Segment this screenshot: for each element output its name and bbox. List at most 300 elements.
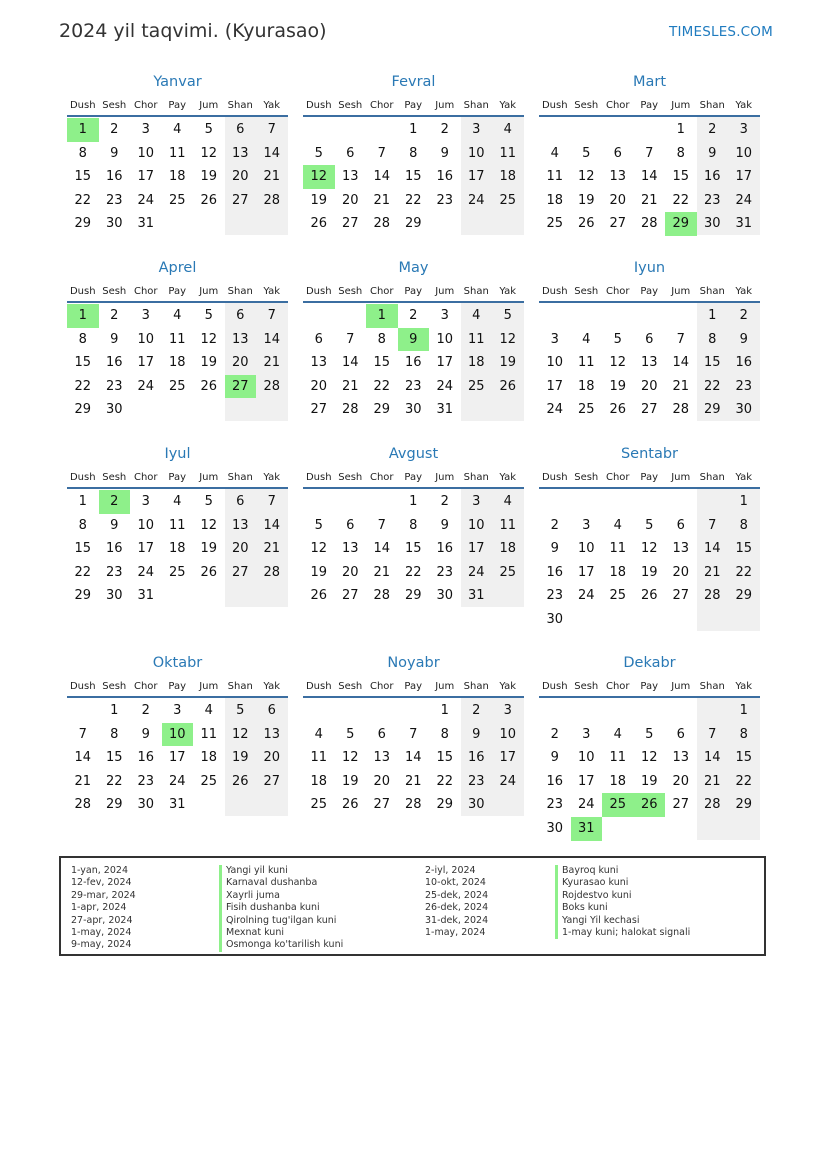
- month-name: Avgust: [388, 446, 439, 462]
- day-cell: 12: [577, 169, 595, 185]
- day-cell: 4: [503, 494, 512, 509]
- day-cell: 7: [676, 331, 685, 347]
- day-cell: 10: [467, 517, 485, 533]
- legend-date: 1-apr, 2024: [71, 902, 127, 914]
- day-cell: 24: [436, 378, 454, 394]
- day-cell: 20: [341, 192, 359, 208]
- day-cell: 2: [708, 122, 717, 137]
- day-cell: 16: [467, 750, 485, 766]
- day-cell: 19: [341, 773, 359, 789]
- day-cell: 25: [310, 797, 328, 813]
- day-cell: 13: [373, 750, 391, 766]
- day-cell: 24: [137, 192, 155, 208]
- day-cell: 27: [231, 564, 249, 580]
- day-cell: 21: [373, 564, 391, 580]
- month-name: Noyabr: [387, 655, 440, 671]
- day-cell: 18: [609, 773, 627, 789]
- weekday-label: Shan: [699, 472, 725, 483]
- day-cell: 25: [609, 588, 627, 604]
- month-name: May: [398, 260, 429, 276]
- day-cell: 19: [200, 169, 218, 185]
- day-cell: 5: [314, 145, 323, 161]
- day-cell: 20: [373, 773, 391, 789]
- day-cell: 2: [409, 308, 418, 323]
- weekday-label: Chor: [133, 100, 158, 111]
- day-cell: 30: [105, 402, 123, 418]
- day-cell: 20: [341, 564, 359, 580]
- day-cell: 9: [110, 145, 119, 161]
- day-cell: 15: [74, 541, 92, 557]
- weekday-label: Chor: [605, 286, 630, 297]
- month-name: Dekabr: [623, 655, 676, 671]
- day-cell: 18: [168, 355, 186, 371]
- day-cell: 3: [472, 494, 481, 509]
- day-cell: 21: [672, 378, 690, 394]
- day-cell: 18: [577, 378, 595, 394]
- day-cell: 25: [200, 773, 218, 789]
- day-cell: 28: [263, 564, 281, 580]
- day-cell: 14: [373, 541, 391, 557]
- day-cell: 12: [200, 331, 218, 347]
- weekday-label: Pay: [640, 100, 659, 111]
- weekday-label: Pay: [168, 100, 187, 111]
- day-cell: 23: [735, 378, 753, 394]
- day-cell: 14: [640, 169, 658, 185]
- day-cell: 7: [267, 122, 276, 137]
- month-name: Oktabr: [152, 655, 203, 671]
- day-cell: 8: [110, 726, 119, 742]
- weekday-label: Shan: [463, 472, 489, 483]
- day-cell: 23: [105, 192, 123, 208]
- day-cell: 13: [263, 726, 281, 742]
- weekday-label: Jum: [199, 681, 219, 692]
- weekday-label: Pay: [404, 100, 423, 111]
- day-cell: 25: [499, 192, 517, 208]
- day-cell: 30: [436, 588, 454, 604]
- day-cell: 18: [168, 541, 186, 557]
- day-cell: 19: [231, 750, 249, 766]
- weekday-label: Sesh: [102, 286, 127, 297]
- day-cell: 20: [672, 564, 690, 580]
- day-cell: 4: [503, 122, 512, 137]
- day-cell: 20: [231, 169, 249, 185]
- day-cell: 30: [404, 402, 422, 418]
- weekday-label: Jum: [199, 472, 219, 483]
- day-cell: 22: [436, 773, 454, 789]
- weekday-label: Yak: [499, 472, 517, 483]
- day-cell: 1: [739, 494, 748, 509]
- day-cell: 11: [577, 355, 595, 371]
- day-cell: 23: [137, 773, 155, 789]
- day-cell: 25: [168, 192, 186, 208]
- weekday-header: [303, 285, 524, 303]
- page-title: 2024 yil taqvimi. (Kyurasao): [59, 20, 327, 42]
- weekday-label: Yak: [735, 100, 753, 111]
- month-fevral: [303, 74, 524, 260]
- day-cell: 18: [168, 169, 186, 185]
- day-cell: 5: [204, 494, 213, 509]
- day-cell: 17: [735, 169, 753, 185]
- day-cell: 1: [676, 122, 685, 137]
- day-cell: 31: [137, 216, 155, 232]
- day-cell: 24: [735, 192, 753, 208]
- day-cell: 22: [74, 192, 92, 208]
- day-cell: 12: [609, 355, 627, 371]
- day-cell: 14: [263, 331, 281, 347]
- holiday-day-cell: 12: [303, 165, 335, 189]
- day-cell: 7: [346, 331, 355, 347]
- day-cell: 10: [546, 355, 564, 371]
- day-cell: 23: [546, 797, 564, 813]
- day-cell: 25: [168, 564, 186, 580]
- day-cell: 22: [74, 378, 92, 394]
- weekday-label: Dush: [69, 100, 96, 111]
- day-cell: 7: [409, 726, 418, 742]
- day-cell: 1: [110, 703, 119, 718]
- weekday-header: [67, 99, 288, 117]
- day-cell: 10: [577, 541, 595, 557]
- month-iyun: [539, 260, 760, 446]
- day-cell: 8: [409, 145, 418, 161]
- day-cell: 6: [346, 517, 355, 533]
- day-cell: 21: [263, 169, 281, 185]
- day-cell: 23: [436, 192, 454, 208]
- day-cell: 1: [409, 122, 418, 137]
- day-cell: 20: [263, 750, 281, 766]
- day-cell: 15: [703, 355, 721, 371]
- weekday-header: [303, 471, 524, 489]
- legend-date: 26-dek, 2024: [425, 902, 489, 914]
- legend-holiday-name: Bayroq kuni: [555, 865, 618, 877]
- weekday-header: [539, 680, 760, 698]
- month-name: Mart: [632, 74, 667, 90]
- day-cell: 13: [231, 145, 249, 161]
- day-cell: 24: [546, 402, 564, 418]
- day-cell: 24: [467, 192, 485, 208]
- weekday-label: Sesh: [102, 472, 127, 483]
- holiday-day-cell: 31: [571, 817, 603, 841]
- weekday-header: [539, 285, 760, 303]
- legend-date: 1-yan, 2024: [71, 865, 128, 876]
- weekday-label: Chor: [605, 681, 630, 692]
- day-cell: 24: [499, 773, 517, 789]
- weekday-label: Dush: [541, 472, 568, 483]
- day-cell: 2: [739, 308, 748, 323]
- day-cell: 16: [436, 169, 454, 185]
- day-cell: 16: [735, 355, 753, 371]
- day-cell: 23: [404, 378, 422, 394]
- day-cell: 26: [310, 216, 328, 232]
- holiday-day-cell: 1: [67, 118, 99, 142]
- holiday-day-cell: 1: [366, 304, 398, 328]
- month-sentabr: [539, 446, 760, 632]
- month-name: Aprel: [158, 260, 197, 276]
- day-cell: 20: [672, 773, 690, 789]
- day-cell: 24: [577, 797, 595, 813]
- day-cell: 30: [105, 216, 123, 232]
- holiday-day-cell: 29: [665, 212, 697, 236]
- legend-holiday-name: Boks kuni: [555, 902, 608, 914]
- weekday-label: Chor: [133, 286, 158, 297]
- legend-date: 2-iyl, 2024: [425, 865, 476, 876]
- day-cell: 22: [105, 773, 123, 789]
- day-cell: 7: [377, 517, 386, 533]
- weekday-label: Dush: [305, 286, 332, 297]
- day-cell: 13: [341, 541, 359, 557]
- day-cell: 5: [204, 122, 213, 137]
- day-cell: 28: [373, 216, 391, 232]
- day-cell: 6: [613, 145, 622, 161]
- weekday-header: [539, 471, 760, 489]
- day-cell: 7: [708, 517, 717, 533]
- legend-holiday-name: 1-may kuni; halokat signali: [555, 927, 690, 939]
- day-cell: 14: [373, 169, 391, 185]
- day-cell: 4: [550, 145, 559, 161]
- weekday-label: Chor: [133, 472, 158, 483]
- day-cell: 8: [440, 726, 449, 742]
- day-cell: 27: [231, 192, 249, 208]
- day-cell: 21: [373, 192, 391, 208]
- day-cell: 20: [310, 378, 328, 394]
- day-cell: 27: [341, 216, 359, 232]
- day-cell: 17: [137, 169, 155, 185]
- weekday-label: Yak: [263, 472, 281, 483]
- day-cell: 26: [499, 378, 517, 394]
- day-cell: 4: [582, 331, 591, 347]
- day-cell: 30: [546, 612, 564, 627]
- weekday-label: Pay: [640, 681, 659, 692]
- day-cell: 31: [137, 588, 155, 604]
- weekday-label: Chor: [605, 100, 630, 111]
- day-cell: 25: [467, 378, 485, 394]
- weekday-label: Shan: [463, 286, 489, 297]
- day-cell: 12: [640, 541, 658, 557]
- day-cell: 25: [499, 564, 517, 580]
- weekday-label: Shan: [463, 100, 489, 111]
- month-name: Iyul: [164, 446, 191, 462]
- day-cell: 28: [263, 378, 281, 394]
- day-cell: 28: [404, 797, 422, 813]
- holiday-legend: [59, 856, 766, 956]
- day-cell: 3: [582, 726, 591, 742]
- legend-date: 1-may, 2024: [425, 927, 486, 938]
- day-cell: 12: [640, 750, 658, 766]
- day-cell: 28: [341, 402, 359, 418]
- day-cell: 9: [110, 517, 119, 533]
- day-cell: 30: [105, 588, 123, 604]
- day-cell: 2: [550, 726, 559, 742]
- day-cell: 1: [739, 703, 748, 718]
- weekday-label: Shan: [699, 681, 725, 692]
- day-cell: 14: [672, 355, 690, 371]
- day-cell: 19: [640, 564, 658, 580]
- day-cell: 28: [263, 192, 281, 208]
- legend-holiday-name: Osmonga ko'tarilish kuni: [219, 939, 343, 951]
- day-cell: 22: [703, 378, 721, 394]
- weekday-label: Dush: [305, 472, 332, 483]
- day-cell: 11: [310, 750, 328, 766]
- holiday-day-cell: 9: [398, 328, 430, 352]
- month-dekabr: [539, 655, 760, 841]
- day-cell: 6: [236, 308, 245, 323]
- day-cell: 26: [341, 797, 359, 813]
- weekday-label: Yak: [735, 472, 753, 483]
- day-cell: 13: [231, 517, 249, 533]
- day-cell: 24: [577, 588, 595, 604]
- day-cell: 12: [499, 331, 517, 347]
- day-cell: 20: [609, 192, 627, 208]
- day-cell: 3: [141, 494, 150, 509]
- day-cell: 6: [676, 726, 685, 742]
- day-cell: 26: [200, 564, 218, 580]
- day-cell: 6: [676, 517, 685, 533]
- day-cell: 22: [735, 773, 753, 789]
- day-cell: 21: [640, 192, 658, 208]
- weekday-label: Sesh: [574, 286, 599, 297]
- day-cell: 27: [341, 588, 359, 604]
- day-cell: 28: [74, 797, 92, 813]
- holiday-day-cell: 27: [225, 375, 257, 399]
- day-cell: 3: [141, 308, 150, 323]
- day-cell: 11: [168, 145, 186, 161]
- day-cell: 20: [640, 378, 658, 394]
- legend-date: 10-okt, 2024: [425, 877, 486, 889]
- weekday-label: Yak: [263, 100, 281, 111]
- day-cell: 22: [373, 378, 391, 394]
- day-cell: 16: [105, 169, 123, 185]
- weekday-label: Shan: [463, 681, 489, 692]
- day-cell: 5: [503, 308, 512, 323]
- day-cell: 4: [472, 308, 481, 323]
- day-cell: 19: [200, 355, 218, 371]
- weekday-label: Shan: [227, 681, 253, 692]
- day-cell: 10: [137, 517, 155, 533]
- day-cell: 13: [609, 169, 627, 185]
- weekday-label: Sesh: [102, 681, 127, 692]
- day-cell: 17: [467, 169, 485, 185]
- weekday-label: Sesh: [574, 681, 599, 692]
- weekday-label: Yak: [499, 681, 517, 692]
- day-cell: 26: [640, 588, 658, 604]
- day-cell: 26: [231, 773, 249, 789]
- site-logo-link[interactable]: TIMESLES.COM: [669, 24, 773, 40]
- day-cell: 3: [173, 703, 182, 718]
- weekday-label: Jum: [671, 472, 691, 483]
- day-cell: 2: [440, 494, 449, 509]
- weekday-label: Yak: [735, 286, 753, 297]
- weekday-label: Jum: [435, 286, 455, 297]
- weekday-label: Pay: [404, 681, 423, 692]
- day-cell: 18: [499, 541, 517, 557]
- legend-holiday-name: Fisih dushanba kuni: [219, 902, 320, 914]
- weekday-label: Chor: [133, 681, 158, 692]
- day-cell: 10: [436, 331, 454, 347]
- weekday-label: Yak: [735, 681, 753, 692]
- day-cell: 4: [314, 726, 323, 742]
- day-cell: 29: [735, 588, 753, 604]
- weekday-label: Sesh: [338, 681, 363, 692]
- month-may: [303, 260, 524, 446]
- day-cell: 10: [577, 750, 595, 766]
- day-cell: 16: [105, 541, 123, 557]
- legend-date: 25-dek, 2024: [425, 889, 489, 901]
- day-cell: 1: [78, 494, 87, 509]
- day-cell: 23: [105, 564, 123, 580]
- day-cell: 16: [105, 355, 123, 371]
- weekday-label: Pay: [640, 286, 659, 297]
- holiday-day-cell: 1: [67, 304, 99, 328]
- day-cell: 11: [467, 331, 485, 347]
- day-cell: 16: [436, 541, 454, 557]
- day-cell: 20: [231, 541, 249, 557]
- legend-holiday-name: Mexnat kuni: [219, 927, 284, 939]
- day-cell: 28: [373, 588, 391, 604]
- day-cell: 30: [137, 797, 155, 813]
- day-cell: 23: [703, 192, 721, 208]
- day-cell: 11: [168, 331, 186, 347]
- weekday-label: Pay: [640, 472, 659, 483]
- weekday-label: Jum: [671, 286, 691, 297]
- day-cell: 17: [467, 541, 485, 557]
- day-cell: 29: [735, 797, 753, 813]
- month-mart: [539, 74, 760, 260]
- weekday-label: Pay: [168, 681, 187, 692]
- legend-holiday-name: Xayrli juma: [219, 890, 280, 902]
- day-cell: 29: [74, 402, 92, 418]
- day-cell: 21: [74, 773, 92, 789]
- day-cell: 13: [231, 331, 249, 347]
- day-cell: 29: [105, 797, 123, 813]
- month-name: Yanvar: [153, 74, 202, 90]
- day-cell: 9: [708, 145, 717, 161]
- day-cell: 10: [467, 145, 485, 161]
- weekday-label: Pay: [168, 472, 187, 483]
- weekday-label: Jum: [199, 100, 219, 111]
- weekday-label: Sesh: [102, 100, 127, 111]
- day-cell: 1: [409, 494, 418, 509]
- weekday-header: [303, 680, 524, 698]
- holiday-day-cell: 25: [602, 793, 634, 817]
- day-cell: 1: [440, 703, 449, 718]
- day-cell: 22: [74, 564, 92, 580]
- day-cell: 21: [263, 355, 281, 371]
- day-cell: 23: [467, 773, 485, 789]
- day-cell: 6: [267, 703, 276, 718]
- day-cell: 18: [467, 355, 485, 371]
- weekday-label: Dush: [541, 100, 568, 111]
- day-cell: 23: [436, 564, 454, 580]
- day-cell: 9: [472, 726, 481, 742]
- day-cell: 13: [672, 750, 690, 766]
- day-cell: 14: [404, 750, 422, 766]
- day-cell: 29: [703, 402, 721, 418]
- day-cell: 15: [436, 750, 454, 766]
- day-cell: 29: [74, 588, 92, 604]
- legend-holiday-name: Kyurasao kuni: [555, 877, 628, 889]
- weekday-label: Sesh: [574, 100, 599, 111]
- weekday-label: Jum: [435, 681, 455, 692]
- day-cell: 15: [735, 541, 753, 557]
- day-cell: 30: [703, 216, 721, 232]
- day-cell: 4: [613, 726, 622, 742]
- day-cell: 14: [703, 541, 721, 557]
- day-cell: 21: [703, 564, 721, 580]
- day-cell: 28: [640, 216, 658, 232]
- weekday-label: Yak: [263, 681, 281, 692]
- day-cell: 8: [739, 726, 748, 742]
- day-cell: 27: [373, 797, 391, 813]
- day-cell: 15: [74, 355, 92, 371]
